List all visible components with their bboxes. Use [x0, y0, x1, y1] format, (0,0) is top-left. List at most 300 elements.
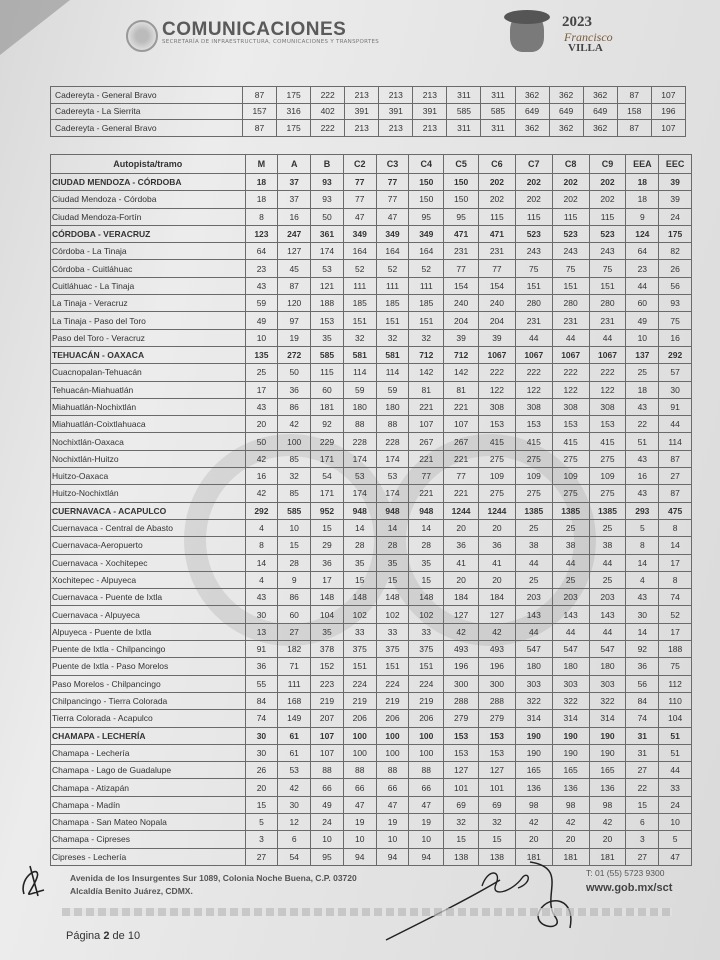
- column-header: C7: [515, 155, 552, 174]
- rate-cell: 17: [245, 381, 278, 398]
- rate-cell: 247: [278, 225, 311, 242]
- rate-cell: 203: [552, 589, 589, 606]
- rate-cell: 292: [659, 346, 692, 363]
- rate-cell: 77: [376, 174, 409, 191]
- rate-cell: 523: [515, 225, 552, 242]
- segment-name: Ciudad Mendoza-Fortín: [51, 208, 246, 225]
- rate-cell: 14: [245, 554, 278, 571]
- table-row: [51, 762, 692, 779]
- rate-cell: 36: [278, 381, 311, 398]
- rate-cell: 49: [245, 312, 278, 329]
- highway-name: CHAMAPA - LECHERÍA: [51, 727, 246, 744]
- rate-cell: 43: [245, 277, 278, 294]
- rate-cell: 36: [626, 658, 659, 675]
- column-header: C3: [376, 155, 409, 174]
- table-row: [51, 692, 692, 709]
- rate-cell: 15: [376, 571, 409, 588]
- rate-cell: 402: [311, 103, 345, 120]
- rate-cell: 279: [444, 710, 479, 727]
- rate-cell: 49: [626, 312, 659, 329]
- rate-cell: 3: [245, 831, 278, 848]
- segment-name: Córdoba - Cuitláhuac: [51, 260, 246, 277]
- segment-name: La Tinaja - Paso del Toro: [51, 312, 246, 329]
- sombrero-icon: [504, 10, 550, 24]
- rate-cell: 143: [515, 606, 552, 623]
- rate-cell: 87: [659, 450, 692, 467]
- rate-cell: 10: [343, 831, 376, 848]
- rate-cell: 45: [278, 260, 311, 277]
- rate-cell: 31: [626, 744, 659, 761]
- rate-cell: 391: [379, 103, 413, 120]
- rate-cell: 180: [376, 398, 409, 415]
- rate-cell: 585: [447, 103, 481, 120]
- rate-cell: 30: [278, 796, 311, 813]
- rate-cell: 158: [617, 103, 651, 120]
- rate-cell: 150: [409, 174, 444, 191]
- segment-name: Xochitepec - Alpuyeca: [51, 571, 246, 588]
- rate-cell: 43: [245, 398, 278, 415]
- rate-cell: 25: [245, 364, 278, 381]
- rate-cell: 66: [409, 779, 444, 796]
- rate-cell: 86: [278, 589, 311, 606]
- rate-cell: 20: [444, 519, 479, 536]
- rate-cell: 8: [245, 208, 278, 225]
- logo-name: Francisco: [564, 30, 613, 44]
- rate-cell: 16: [278, 208, 311, 225]
- rate-cell: 196: [651, 103, 685, 120]
- rate-cell: 107: [311, 744, 344, 761]
- rate-cell: 1244: [444, 502, 479, 519]
- column-header: C8: [552, 155, 589, 174]
- rate-cell: 202: [515, 174, 552, 191]
- rate-cell: 181: [589, 848, 626, 865]
- rate-cell: 213: [413, 87, 447, 104]
- rate-cell: 100: [409, 744, 444, 761]
- rate-cell: 32: [278, 468, 311, 485]
- rate-cell: 649: [549, 103, 583, 120]
- rate-cell: 148: [409, 589, 444, 606]
- rate-cell: 415: [479, 433, 516, 450]
- rate-cell: 585: [278, 502, 311, 519]
- rate-cell: 36: [311, 554, 344, 571]
- rate-cell: 98: [515, 796, 552, 813]
- organization-title: COMUNICACIONES: [162, 19, 347, 40]
- table-row: [51, 571, 692, 588]
- highway-name: CÓRDOBA - VERACRUZ: [51, 225, 246, 242]
- rate-cell: 124: [626, 225, 659, 242]
- footer-phone: T: 01 (55) 5723 9300: [586, 868, 665, 878]
- rate-cell: 190: [515, 744, 552, 761]
- rate-cell: 203: [589, 589, 626, 606]
- rate-cell: 15: [245, 796, 278, 813]
- table-row: [51, 779, 692, 796]
- rate-cell: 29: [311, 537, 344, 554]
- rate-cell: 115: [479, 208, 516, 225]
- rate-cell: 102: [343, 606, 376, 623]
- segment-name: Chilpancingo - Tierra Colorada: [51, 692, 246, 709]
- rate-cell: 52: [343, 260, 376, 277]
- table-row: [51, 554, 692, 571]
- rate-cell: 316: [277, 103, 311, 120]
- rate-cell: 43: [626, 450, 659, 467]
- rate-cell: 188: [659, 641, 692, 658]
- rate-cell: 308: [589, 398, 626, 415]
- rate-cell: 16: [626, 468, 659, 485]
- column-header: C2: [343, 155, 376, 174]
- rate-cell: 240: [444, 295, 479, 312]
- rate-cell: 19: [343, 813, 376, 830]
- rate-cell: 114: [659, 433, 692, 450]
- rate-cell: 32: [343, 329, 376, 346]
- rate-cell: 77: [376, 191, 409, 208]
- rate-cell: 57: [659, 364, 692, 381]
- rate-cell: 362: [515, 120, 549, 137]
- rate-cell: 81: [409, 381, 444, 398]
- rate-cell: 948: [409, 502, 444, 519]
- table-row: [51, 381, 692, 398]
- rate-cell: 50: [245, 433, 278, 450]
- rate-cell: 206: [409, 710, 444, 727]
- rate-cell: 95: [444, 208, 479, 225]
- rate-cell: 493: [479, 641, 516, 658]
- rate-cell: 948: [343, 502, 376, 519]
- rate-cell: 14: [409, 519, 444, 536]
- rate-cell: 219: [311, 692, 344, 709]
- rate-cell: 231: [444, 243, 479, 260]
- margin-signature: [14, 856, 54, 900]
- logo-word: VILLA: [568, 42, 603, 54]
- rate-cell: 47: [409, 796, 444, 813]
- rate-cell: 308: [552, 398, 589, 415]
- rate-cell: 190: [589, 727, 626, 744]
- rate-cell: 349: [376, 225, 409, 242]
- segment-name: Chamapa - Atizapán: [51, 779, 246, 796]
- rate-cell: 41: [479, 554, 516, 571]
- rate-cell: 42: [444, 623, 479, 640]
- rate-cell: 228: [376, 433, 409, 450]
- rate-cell: 59: [376, 381, 409, 398]
- rate-cell: 77: [444, 468, 479, 485]
- rate-cell: 44: [552, 554, 589, 571]
- rate-cell: 8: [659, 571, 692, 588]
- francisco-villa-2023-logo: [504, 10, 614, 62]
- rate-cell: 202: [589, 174, 626, 191]
- rate-cell: 149: [278, 710, 311, 727]
- rate-cell: 206: [343, 710, 376, 727]
- rate-cell: 150: [444, 174, 479, 191]
- rate-cell: 143: [589, 606, 626, 623]
- rate-cell: 87: [617, 120, 651, 137]
- table-row: [51, 468, 692, 485]
- rate-cell: 300: [444, 675, 479, 692]
- rate-cell: 35: [376, 554, 409, 571]
- table-row: [51, 312, 692, 329]
- column-header: C5: [444, 155, 479, 174]
- rate-cell: 111: [343, 277, 376, 294]
- rate-cell: 303: [552, 675, 589, 692]
- address-line-1: Avenida de los Insurgentes Sur 1089, Colonia Noche Buena, C.P. 03720: [70, 873, 357, 883]
- rate-cell: 243: [589, 243, 626, 260]
- rate-cell: 231: [589, 312, 626, 329]
- rate-cell: 18: [245, 174, 278, 191]
- rate-cell: 39: [659, 191, 692, 208]
- rate-cell: 4: [245, 571, 278, 588]
- rate-cell: 36: [444, 537, 479, 554]
- rate-cell: 60: [278, 606, 311, 623]
- rate-cell: 88: [409, 762, 444, 779]
- rate-cell: 378: [311, 641, 344, 658]
- rate-cell: 33: [343, 623, 376, 640]
- rate-cell: 44: [515, 623, 552, 640]
- rate-cell: 122: [515, 381, 552, 398]
- rate-cell: 107: [311, 727, 344, 744]
- rate-cell: 275: [479, 485, 516, 502]
- table-row: [51, 796, 692, 813]
- rate-cell: 649: [583, 103, 617, 120]
- rate-cell: 10: [376, 831, 409, 848]
- rate-cell: 267: [444, 433, 479, 450]
- rate-cell: 88: [376, 416, 409, 433]
- rate-cell: 10: [278, 519, 311, 536]
- segment-name: Chamapa - Cipreses: [51, 831, 246, 848]
- highway-name: TEHUACÁN - OAXACA: [51, 346, 246, 363]
- rate-cell: 279: [479, 710, 516, 727]
- rate-cell: 37: [278, 191, 311, 208]
- rate-cell: 292: [245, 502, 278, 519]
- segment-name: Cuernavaca - Xochitepec: [51, 554, 246, 571]
- rate-cell: 56: [659, 277, 692, 294]
- rate-cell: 164: [343, 243, 376, 260]
- rate-cell: 153: [444, 744, 479, 761]
- rate-cell: 47: [376, 208, 409, 225]
- rate-cell: 153: [515, 416, 552, 433]
- rate-cell: 31: [626, 727, 659, 744]
- rate-cell: 219: [343, 692, 376, 709]
- rate-cell: 30: [659, 381, 692, 398]
- rate-cell: 164: [409, 243, 444, 260]
- rate-cell: 107: [651, 87, 685, 104]
- rate-cell: 712: [444, 346, 479, 363]
- rate-cell: 475: [659, 502, 692, 519]
- rate-cell: 25: [515, 519, 552, 536]
- rate-cell: 123: [245, 225, 278, 242]
- rate-cell: 107: [651, 120, 685, 137]
- rate-cell: 30: [245, 727, 278, 744]
- rate-cell: 142: [409, 364, 444, 381]
- rate-cell: 175: [659, 225, 692, 242]
- rate-cell: 322: [552, 692, 589, 709]
- rate-cell: 151: [376, 312, 409, 329]
- rate-cell: 43: [626, 485, 659, 502]
- rate-cell: 100: [343, 727, 376, 744]
- rate-cell: 18: [626, 191, 659, 208]
- rate-cell: 28: [343, 537, 376, 554]
- rate-cell: 32: [376, 329, 409, 346]
- section-row: [51, 727, 692, 744]
- rate-cell: 1385: [552, 502, 589, 519]
- segment-name: Miahuatlán-Nochixtlán: [51, 398, 246, 415]
- rate-cell: 81: [444, 381, 479, 398]
- rate-cell: 154: [444, 277, 479, 294]
- table-row: [51, 103, 686, 120]
- rate-cell: 213: [413, 120, 447, 137]
- rate-cell: 181: [552, 848, 589, 865]
- rate-cell: 275: [552, 450, 589, 467]
- rate-cell: 87: [659, 485, 692, 502]
- segment-name: Cadereyta - General Bravo: [51, 87, 243, 104]
- rate-cell: 243: [552, 243, 589, 260]
- rate-cell: 20: [479, 519, 516, 536]
- rate-cell: 54: [311, 468, 344, 485]
- table-row: [51, 329, 692, 346]
- rate-cell: 157: [243, 103, 277, 120]
- rate-cell: 314: [552, 710, 589, 727]
- rate-cell: 71: [278, 658, 311, 675]
- rate-cell: 204: [444, 312, 479, 329]
- rate-cell: 311: [447, 120, 481, 137]
- government-seal-icon: [126, 20, 158, 52]
- rate-cell: 10: [245, 329, 278, 346]
- rate-cell: 94: [343, 848, 376, 865]
- rate-cell: 127: [479, 606, 516, 623]
- rate-cell: 10: [659, 813, 692, 830]
- rate-cell: 213: [345, 87, 379, 104]
- rate-cell: 41: [444, 554, 479, 571]
- rate-cell: 27: [626, 762, 659, 779]
- rate-cell: 84: [245, 692, 278, 709]
- rate-cell: 42: [589, 813, 626, 830]
- rate-cell: 127: [444, 762, 479, 779]
- rate-cell: 224: [409, 675, 444, 692]
- rate-cell: 25: [515, 571, 552, 588]
- rate-cell: 111: [278, 675, 311, 692]
- rate-cell: 185: [343, 295, 376, 312]
- rate-cell: 93: [311, 191, 344, 208]
- column-header: EEA: [626, 155, 659, 174]
- segment-name: Paso Morelos - Chilpancingo: [51, 675, 246, 692]
- column-header: B: [311, 155, 344, 174]
- segment-name: Cuacnopalan-Tehuacán: [51, 364, 246, 381]
- rate-cell: 24: [659, 208, 692, 225]
- rate-cell: 153: [479, 416, 516, 433]
- rate-cell: 308: [479, 398, 516, 415]
- rate-cell: 88: [376, 762, 409, 779]
- rate-cell: 164: [376, 243, 409, 260]
- rate-cell: 222: [311, 120, 345, 137]
- table-row: [51, 416, 692, 433]
- rate-cell: 75: [659, 658, 692, 675]
- rate-cell: 288: [479, 692, 516, 709]
- rate-cell: 471: [444, 225, 479, 242]
- table-row: [51, 813, 692, 830]
- rate-cell: 16: [659, 329, 692, 346]
- rate-cell: 303: [589, 675, 626, 692]
- rate-cell: 547: [552, 641, 589, 658]
- rate-cell: 35: [311, 329, 344, 346]
- rate-cell: 275: [552, 485, 589, 502]
- rate-cell: 142: [444, 364, 479, 381]
- rate-cell: 547: [589, 641, 626, 658]
- rate-cell: 74: [659, 589, 692, 606]
- rate-cell: 52: [659, 606, 692, 623]
- rate-cell: 224: [376, 675, 409, 692]
- rate-cell: 59: [343, 381, 376, 398]
- rate-cell: 115: [515, 208, 552, 225]
- initials-signature: [478, 862, 538, 898]
- table-row: [51, 295, 692, 312]
- rate-cell: 8: [626, 537, 659, 554]
- table-row: [51, 710, 692, 727]
- rate-cell: 221: [444, 398, 479, 415]
- rate-cell: 25: [626, 364, 659, 381]
- highway-name: CUERNAVACA - ACAPULCO: [51, 502, 246, 519]
- rate-cell: 204: [479, 312, 516, 329]
- rate-cell: 112: [659, 675, 692, 692]
- rate-cell: 42: [515, 813, 552, 830]
- rate-cell: 196: [479, 658, 516, 675]
- table-row: [51, 191, 692, 208]
- rate-cell: 95: [311, 848, 344, 865]
- rate-cell: 75: [515, 260, 552, 277]
- rate-cell: 88: [311, 762, 344, 779]
- rate-cell: 240: [479, 295, 516, 312]
- address-line-2: Alcaldía Benito Juárez, CDMX.: [70, 886, 193, 896]
- rate-cell: 585: [481, 103, 515, 120]
- rate-cell: 98: [589, 796, 626, 813]
- rate-cell: 15: [311, 519, 344, 536]
- rate-cell: 114: [343, 364, 376, 381]
- rate-cell: 94: [376, 848, 409, 865]
- rate-cell: 180: [515, 658, 552, 675]
- rate-cell: 114: [376, 364, 409, 381]
- rate-cell: 75: [589, 260, 626, 277]
- rate-cell: 20: [245, 416, 278, 433]
- rate-cell: 42: [552, 813, 589, 830]
- rate-cell: 10: [311, 831, 344, 848]
- main-signature: [380, 858, 580, 946]
- rate-cell: 23: [626, 260, 659, 277]
- segment-name: Cadereyta - General Bravo: [51, 120, 243, 137]
- rate-cell: 22: [626, 416, 659, 433]
- segment-name: Puente de Ixtla - Paso Morelos: [51, 658, 246, 675]
- segment-name: Cipreses - Lechería: [51, 848, 246, 865]
- rate-cell: 153: [479, 727, 516, 744]
- rate-cell: 75: [659, 312, 692, 329]
- segment-name: Huitzo-Nochixtlán: [51, 485, 246, 502]
- rate-cell: 153: [479, 744, 516, 761]
- rate-cell: 104: [311, 606, 344, 623]
- rate-cell: 222: [515, 364, 552, 381]
- rate-cell: 43: [626, 589, 659, 606]
- rate-cell: 44: [589, 329, 626, 346]
- segment-name: Cadereyta - La Sierrita: [51, 103, 243, 120]
- page-total: 10: [127, 930, 141, 942]
- rate-cell: 523: [589, 225, 626, 242]
- rate-cell: 1067: [515, 346, 552, 363]
- rate-cell: 111: [376, 277, 409, 294]
- rate-cell: 93: [311, 174, 344, 191]
- rate-cell: 17: [311, 571, 344, 588]
- segment-name: Cuernavaca - Puente de Ixtla: [51, 589, 246, 606]
- rate-cell: 6: [278, 831, 311, 848]
- rate-cell: 151: [343, 658, 376, 675]
- rate-cell: 221: [444, 485, 479, 502]
- segment-name: Cuernavaca - Central de Abasto: [51, 519, 246, 536]
- segment-name: Cuernavaca - Alpuyeca: [51, 606, 246, 623]
- rate-cell: 581: [376, 346, 409, 363]
- rate-cell: 5: [659, 831, 692, 848]
- rate-cell: 221: [409, 450, 444, 467]
